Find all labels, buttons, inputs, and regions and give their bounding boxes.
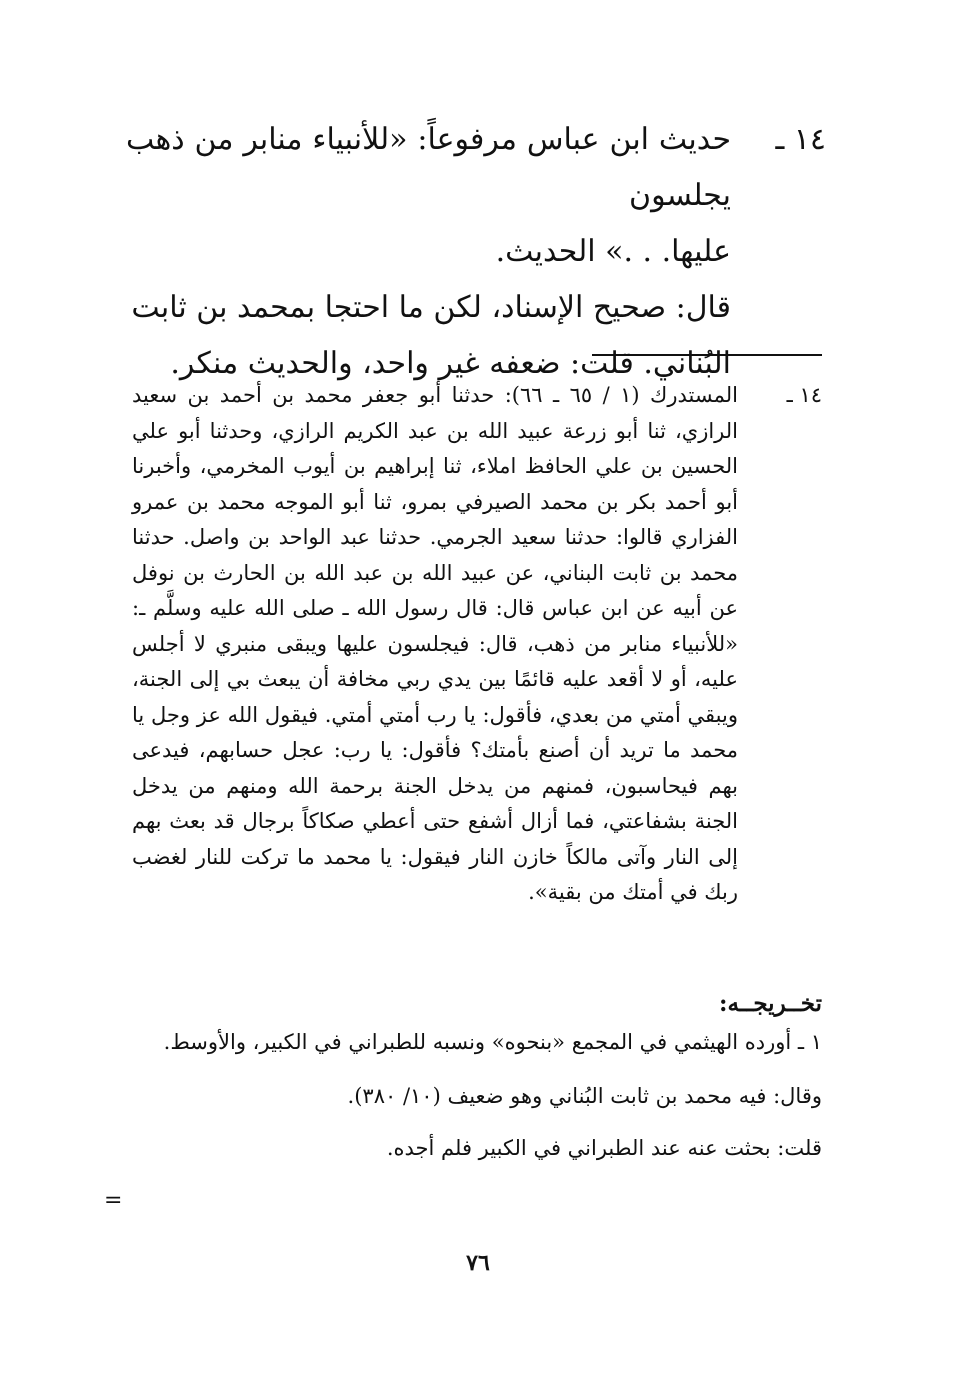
footnote-number: ١٤ ـ	[786, 383, 822, 407]
takhrij-item-1-note: قلت: بحثت عنه عند الطبراني في الكبير فلم أجده.	[386, 1136, 822, 1160]
continuation-mark: =	[104, 1188, 123, 1213]
takhrij-item-1: ١ ـ أورده الهيثمي في المجمع «بنحوه» ونسبه للطبراني في الكبير، والأوسط.	[163, 1030, 822, 1054]
entry-line-3: قال: صحيح الإسناد، لكن ما احتجا بمحمد بن ثابت	[131, 290, 731, 325]
entry-line-4: البُناني. قلت: ضعفه غير واحد، والحديث منكر.	[170, 346, 731, 381]
takhrij-section	[132, 985, 822, 1167]
takhrij-heading: تخــريجــه:	[719, 990, 822, 1017]
entry-number: ١٤ ـ	[775, 122, 826, 157]
hadith-entry	[126, 112, 826, 392]
footnote-text: المستدرك (١ / ٦٥ ـ ٦٦): حدثنا أبو جعفر محمد بن أحمد بن سعيد الرازي، ثنا أبو زرعة عبيد الله بن عبد الكريم الرازي، وحدثنا أبو علي الحسين بن علي الحافظ املاء، ثنا إبراهيم بن أيوب المخرمي، وأخبرنا أبو أحمد بكر بن محمد الصيرفي بمرو، ثنا أبو الموجه محمد بن عمرو الفزاري قالوا: حدثنا سعيد الجرمي. حدثنا عبد الواحد بن واصل. حدثنا محمد بن ثابت البناني، عن عبيد الله بن عبد الله بن الحارث بن نوفل عن أبيه عن ابن عباس قال: قال رسول الله ـ صلى الله عليه وسلَّم ـ: «للأنبياء منابر من ذهب، قال: فيجلسون عليها ويبقى منبري لا أجلس عليه، أو لا أقعد عليه قائمًا بين يدي ربي مخافة أن يبعث بي إلى الجنة، ويبقي أمتي من بعدي، فأقول: يا رب أمتي أمتي. فيقول الله عز وجل يا محمد ما تريد أن أصنع بأمتك؟ فأقول: يا رب: عجل حسابهم، فيدعى بهم فيحاسبون، فمنهم من يدخل الجنة برحمة الله ومنهم من يدخل الجنة بشفاعتي، فما أزال أشفع حتى أعطي صكاكاً برجال قد بعث بهم إلى النار وآتى مالكاً خازن النار فيقول: يا محمد ما تركت للنار لغضب ربك في أمتك من بقية».	[132, 383, 738, 904]
takhrij-item-1-said: وقال: فيه محمد بن ثابت البُناني وهو ضعيف (١٠/ ٣٨٠).	[347, 1084, 822, 1108]
entry-line-1: حديث ابن عباس مرفوعاً: «للأنبياء منابر من ذهب يجلسون	[126, 122, 731, 213]
entry-first-line	[126, 112, 826, 224]
footnote-block	[132, 378, 822, 911]
footnote-separator	[592, 354, 822, 356]
entry-line-2: عليها. . .» الحديث.	[495, 234, 731, 269]
page-number: ٧٦	[466, 1250, 490, 1276]
